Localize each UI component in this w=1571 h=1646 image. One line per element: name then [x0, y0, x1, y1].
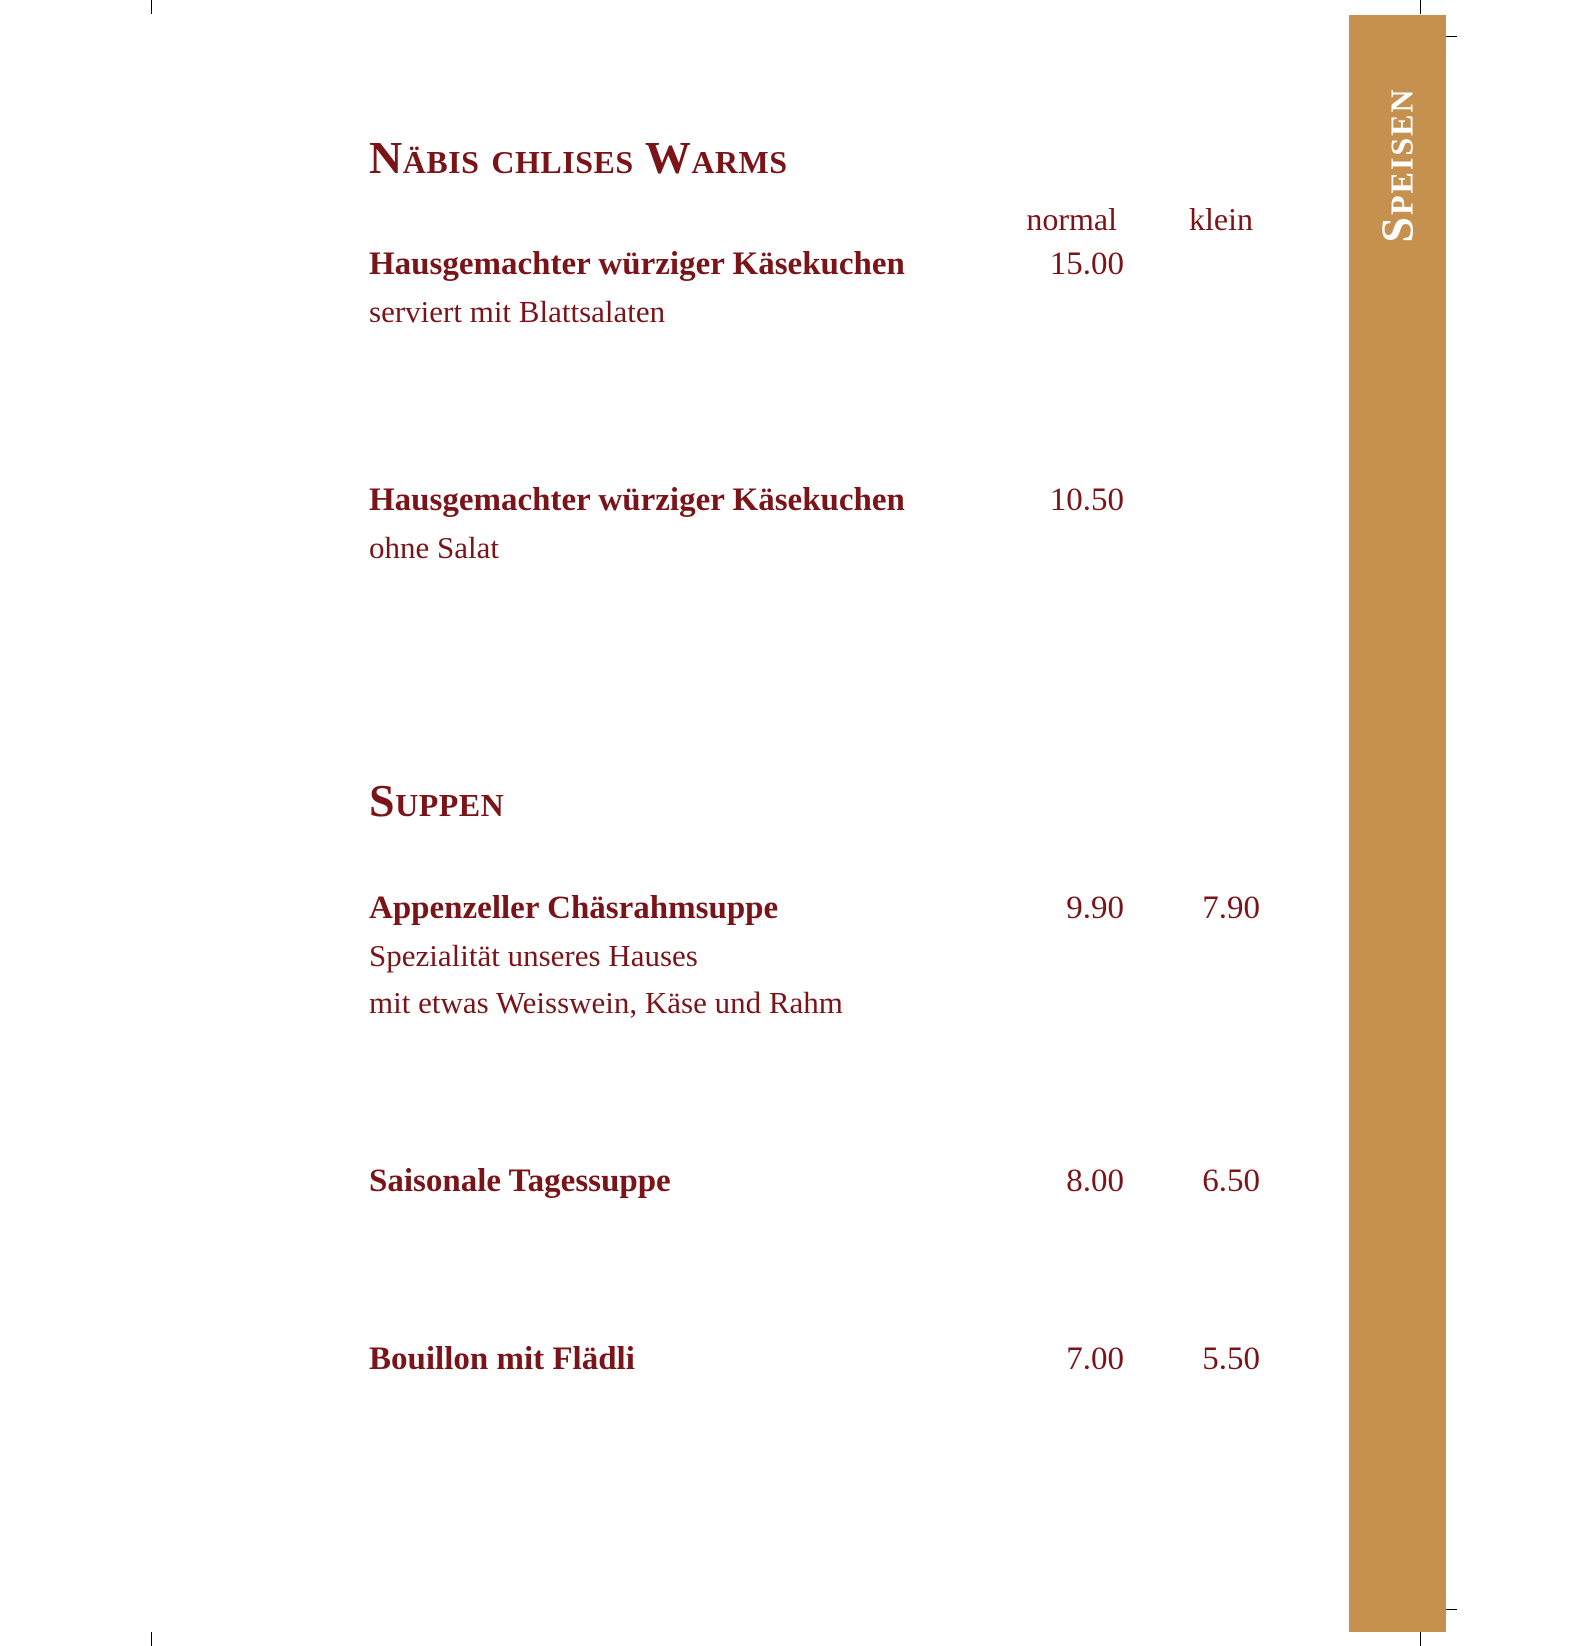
menu-item-price-klein: 6.50: [1202, 1163, 1260, 1199]
menu-item-price-klein: 7.90: [1202, 890, 1260, 926]
menu-item-description: Spezialität unseres Hauses: [369, 938, 698, 973]
column-header-klein: klein: [1189, 201, 1253, 237]
menu-item-name: Saisonale Tagessuppe: [369, 1163, 671, 1199]
side-tab-band: [1349, 15, 1446, 1632]
menu-item: [369, 241, 1329, 335]
menu-item-name: Bouillon mit Flädli: [369, 1341, 635, 1377]
menu-item-name: Hausgemachter würziger Käsekuchen: [369, 482, 905, 518]
column-header-normal: normal: [1026, 201, 1117, 237]
crop-mark-bottom-left: [151, 1632, 152, 1646]
menu-item-price-normal: 7.00: [1066, 1341, 1124, 1377]
menu-item-price-normal: 9.90: [1066, 890, 1124, 926]
menu-item-name: Appenzeller Chäsrahmsuppe: [369, 890, 779, 926]
menu-item-price-normal: 8.00: [1066, 1163, 1124, 1199]
menu-item-description: ohne Salat: [369, 530, 499, 565]
menu-item: [369, 885, 1329, 1026]
menu-item-price-klein: 5.50: [1202, 1341, 1260, 1377]
menu-item: [369, 1158, 1329, 1205]
menu-item-name: Hausgemachter würziger Käsekuchen: [369, 246, 905, 282]
side-tab-label: Speisen: [1371, 87, 1423, 243]
menu-item-price-normal: 15.00: [1049, 246, 1124, 282]
menu-item-description: mit etwas Weisswein, Käse und Rahm: [369, 985, 843, 1020]
crop-mark-bottom-right: [1420, 1632, 1421, 1646]
crop-mark-top-right: [1420, 0, 1421, 14]
section-title-warms: Näbis chlises Warms: [369, 132, 788, 183]
crop-mark-top-left: [151, 0, 152, 14]
menu-item-description: serviert mit Blattsalaten: [369, 294, 666, 329]
menu-item: [369, 477, 1329, 571]
section-title-suppen: Suppen: [369, 775, 505, 826]
menu-item-price-normal: 10.50: [1049, 482, 1124, 518]
menu-item: [369, 1336, 1329, 1383]
